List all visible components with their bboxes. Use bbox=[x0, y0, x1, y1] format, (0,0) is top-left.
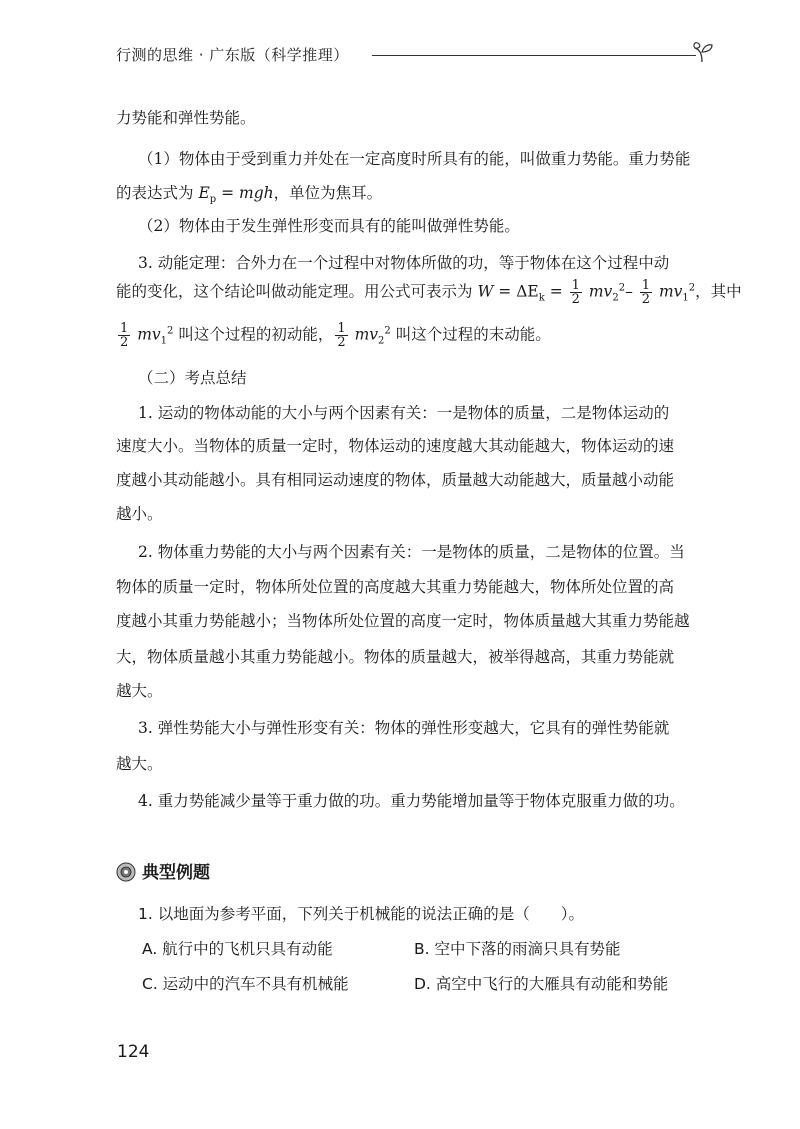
fraction-half bbox=[118, 322, 130, 349]
header-rule bbox=[372, 55, 696, 56]
paragraph-line: 物体的质量一定时，物体所处位置的高度越大其重力势能越大，物体所处位置的高 bbox=[116, 578, 675, 596]
formula-symbol: mv bbox=[654, 282, 683, 301]
option-a: A. 航行中的飞机只具有动能 bbox=[142, 940, 333, 958]
paragraph-line: （1）物体由于受到重力并处在一定高度时所具有的能，叫做重力势能。重力势能 bbox=[138, 150, 691, 168]
fraction-denominator: 2 bbox=[641, 292, 651, 307]
formula-symbol: = bbox=[544, 282, 568, 301]
paragraph-line: 越大。 bbox=[116, 755, 163, 773]
paragraph-line: 越大。 bbox=[116, 682, 163, 700]
formula-symbol: – bbox=[625, 282, 638, 301]
fraction-half bbox=[335, 322, 347, 349]
fraction-numerator: 1 bbox=[120, 321, 129, 336]
option-c: C. 运动中的汽车不具有机械能 bbox=[142, 975, 349, 993]
formula-subscript: 1 bbox=[160, 335, 168, 347]
paragraph-line: 1. 运动的物体动能的大小与两个因素有关：一是物体的质量，二是物体运动的 bbox=[138, 404, 670, 422]
paragraph-line: 速度大小。当物体的质量一定时，物体运动的速度越大其动能越大，物体运动的速 bbox=[116, 437, 675, 455]
formula-line-initial-final: $\frac{1}{2}$ $mv_1^2$ 叫这个过程的初动能， $\frac{1}{2}$ $mv_2^2$ 叫这个过程的末动能。 bbox=[120, 321, 551, 350]
section-heading: （二）考点总结 bbox=[138, 369, 247, 387]
formula-symbol: W bbox=[477, 282, 494, 301]
paragraph-line: 2. 物体重力势能的大小与两个因素有关：一是物体的质量，二是物体的位置。当 bbox=[138, 543, 685, 561]
paragraph-line: 度越小其动能越小。具有相同运动速度的物体，质量越大动能越大，质量越小动能 bbox=[116, 471, 675, 489]
formula-symbol: mv bbox=[349, 325, 379, 344]
formula-subscript: 2 bbox=[612, 292, 619, 304]
text-segment: 的表达式为 bbox=[116, 184, 199, 202]
formula-subscript: k bbox=[538, 292, 545, 304]
text-segment: ，单位为焦耳。 bbox=[273, 184, 383, 202]
fraction-denominator: 2 bbox=[337, 335, 346, 350]
formula-line-kinetic-theorem: 能的变化，这个结论叫做动能定理。用公式可表示为 $W = \Delta E_k$ = $\frac{1}{2}$ $mv_2^2-$ $\frac{1}{2}$ $mv_1^2$，其中 bbox=[116, 278, 742, 307]
formula-symbol: E bbox=[198, 184, 210, 202]
formula-symbol: mv bbox=[583, 282, 613, 301]
text-segment: 叫这个过程的初动能， bbox=[173, 325, 334, 344]
formula-line-potential-energy bbox=[116, 181, 382, 205]
page-number: 124 bbox=[117, 1042, 150, 1062]
fraction-denominator: 2 bbox=[120, 335, 129, 350]
formula-symbol: = ΔE bbox=[493, 282, 539, 301]
option-b: B. 空中下落的雨滴只具有势能 bbox=[414, 940, 621, 958]
formula-subscript: p bbox=[209, 194, 217, 206]
example-title-text: 典型例题 bbox=[142, 863, 210, 883]
text-segment: 叫这个过程的末动能。 bbox=[390, 325, 551, 344]
fraction-numerator: 1 bbox=[337, 321, 346, 336]
paragraph-line: 力势能和弹性势能。 bbox=[116, 109, 256, 127]
text-segment: ，其中 bbox=[695, 282, 742, 301]
paragraph-line: 大，物体质量越小其重力势能越小。物体的质量越大，被举得越高，其重力势能就 bbox=[116, 648, 675, 666]
ornament-icon bbox=[116, 862, 136, 882]
paragraph-line: 3. 弹性势能大小与弹性形变有关：物体的弹性形变越大，它具有的弹性势能就 bbox=[138, 719, 670, 737]
formula-symbol: mv bbox=[132, 325, 161, 344]
formula-symbol: = mgh bbox=[216, 184, 274, 202]
question-stem: 1. 以地面为参考平面，下列关于机械能的说法正确的是（ ）。 bbox=[138, 905, 584, 923]
fraction-half bbox=[570, 279, 582, 306]
fraction-numerator: 1 bbox=[641, 278, 651, 293]
example-section-title bbox=[116, 858, 210, 883]
paragraph-line: （2）物体由于发生弹性形变而具有的能叫做弹性势能。 bbox=[138, 217, 520, 235]
paragraph-line: 越小。 bbox=[116, 505, 163, 523]
paragraph-line: 度越小其重力势能越小；当物体所处位置的高度一定时，物体质量越大其重力势能越 bbox=[116, 612, 690, 630]
sprout-icon bbox=[690, 38, 716, 64]
formula-subscript: 1 bbox=[682, 292, 689, 304]
fraction-denominator: 2 bbox=[571, 292, 580, 307]
fraction-numerator: 1 bbox=[571, 278, 580, 293]
option-d: D. 高空中飞行的大雁具有动能和势能 bbox=[414, 975, 669, 993]
fraction-half bbox=[640, 279, 652, 306]
paragraph-line: 4. 重力势能减少量等于重力做的功。重力势能增加量等于物体克服重力做的功。 bbox=[138, 792, 685, 810]
paragraph-line: 3. 动能定理：合外力在一个过程中对物体所做的功，等于物体在这个过程中动 bbox=[138, 254, 670, 272]
text-segment: 能的变化，这个结论叫做动能定理。用公式可表示为 bbox=[116, 282, 478, 301]
formula-superscript: 2 bbox=[688, 282, 696, 294]
formula-subscript: 2 bbox=[378, 335, 385, 347]
running-header bbox=[116, 38, 716, 68]
header-title: 行测的思维 · 广东版（科学推理） bbox=[116, 46, 349, 64]
